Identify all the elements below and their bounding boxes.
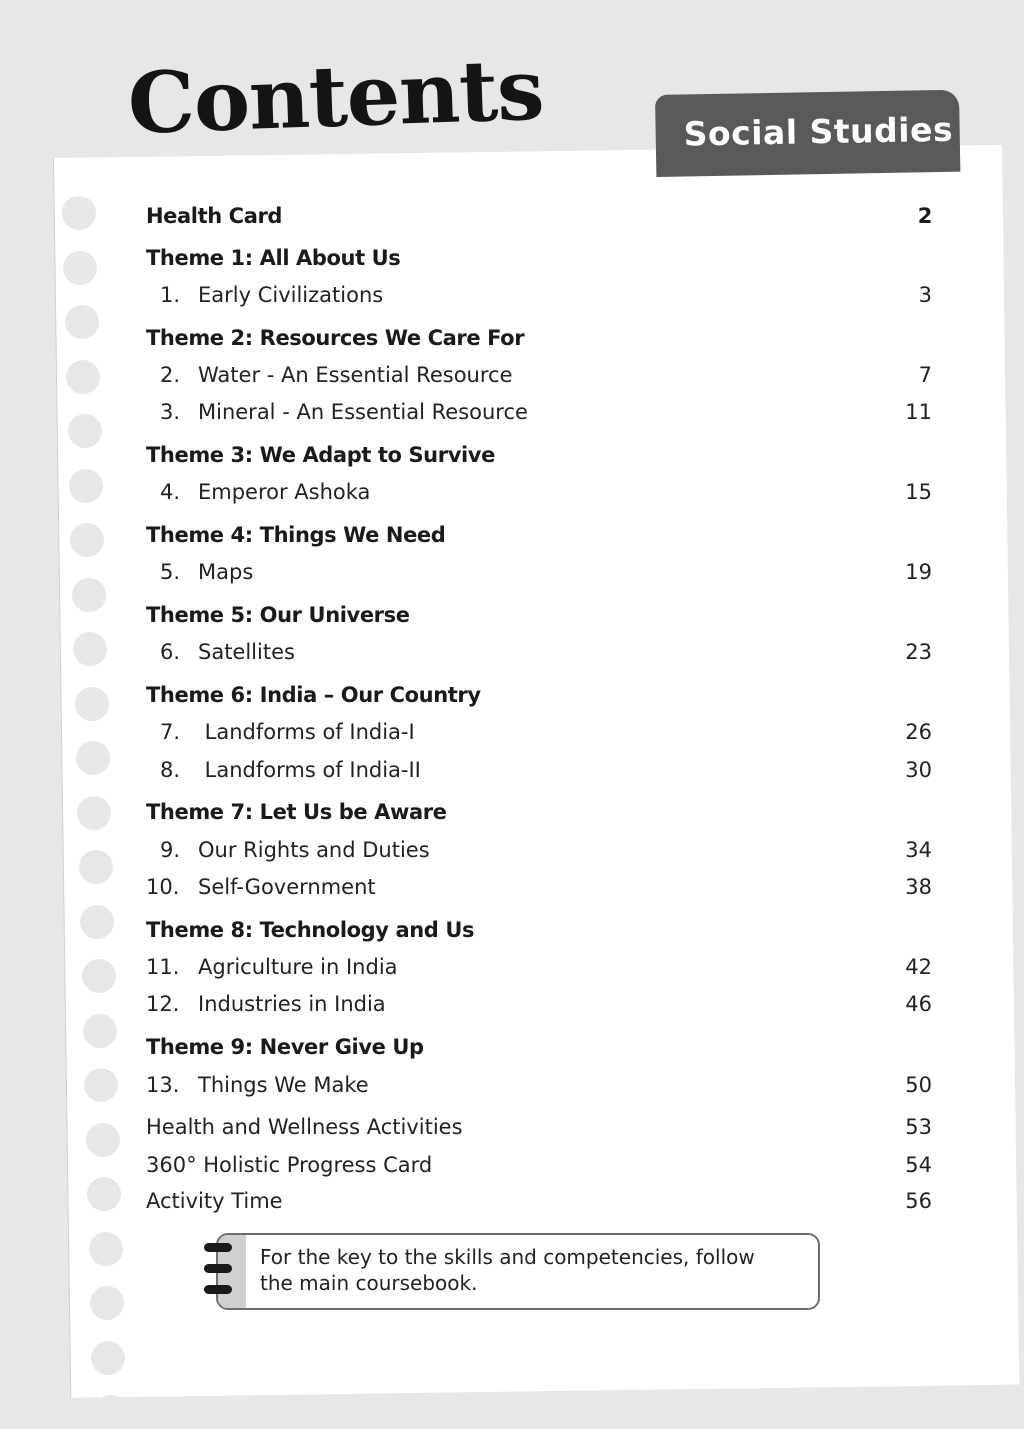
page-number: 30: [905, 758, 932, 782]
toc-theme-heading: [146, 320, 932, 356]
chapter-title: Emperor Ashoka: [198, 480, 371, 504]
page-number: 50: [905, 1073, 932, 1097]
toc-chapter-row: [146, 752, 932, 788]
chapter-number: 8.: [160, 758, 181, 782]
theme-title: Theme 8: Technology and Us: [146, 918, 475, 942]
toc-chapter-row: [146, 1067, 932, 1103]
note-box: [216, 1233, 820, 1310]
toc-chapter-label: [146, 363, 892, 387]
toc-entry-row: [146, 198, 932, 234]
theme-title: Theme 5: Our Universe: [146, 603, 410, 627]
chapter-number: 10.: [146, 875, 180, 899]
spiral-ring-icon: [204, 1243, 232, 1252]
toc-chapter-label: [146, 838, 892, 862]
chapter-title: Self-Government: [198, 875, 376, 899]
toc-theme-heading: [146, 677, 932, 713]
entry-title: Health and Wellness Activities: [146, 1115, 463, 1139]
page-number: 42: [905, 955, 932, 979]
chapter-number: 3.: [160, 400, 181, 424]
subject-label: Social Studies: [683, 109, 954, 154]
toc-chapter-row: [146, 714, 932, 750]
entry-title: 360° Holistic Progress Card: [146, 1153, 433, 1177]
toc-chapter-label: [146, 560, 892, 584]
toc-entry-row: [146, 1109, 932, 1145]
page-number: 23: [905, 640, 932, 664]
toc-chapter-label: [146, 758, 892, 782]
theme-title: Theme 2: Resources We Care For: [146, 326, 525, 350]
toc-chapter-row: [146, 474, 932, 510]
chapter-title: Landforms of India-II: [198, 758, 421, 782]
page-number: 54: [905, 1153, 932, 1177]
chapter-number: 9.: [160, 838, 181, 862]
chapter-title: Maps: [198, 560, 254, 584]
chapter-number: 2.: [160, 363, 181, 387]
theme-title: Theme 6: India – Our Country: [146, 683, 481, 707]
page-number: 56: [905, 1189, 932, 1213]
chapter-title: Our Rights and Duties: [198, 838, 430, 862]
toc-chapter-label: [146, 992, 892, 1016]
chapter-number: 4.: [160, 480, 181, 504]
toc-chapter-label: [146, 955, 892, 979]
toc-theme-heading: [146, 794, 932, 830]
toc-chapter-row: [146, 832, 932, 868]
chapter-title: Things We Make: [198, 1073, 369, 1097]
page-number: 11: [905, 400, 932, 424]
toc-theme-heading: [146, 912, 932, 948]
page-number: 46: [905, 992, 932, 1016]
toc-chapter-label: [146, 875, 892, 899]
theme-title: Theme 3: We Adapt to Survive: [146, 443, 495, 467]
chapter-title: Satellites: [198, 640, 295, 664]
page-number: 3: [918, 283, 932, 307]
theme-title: Theme 4: Things We Need: [146, 523, 446, 547]
chapter-number: 12.: [146, 992, 180, 1016]
page-number: 38: [905, 875, 932, 899]
theme-title: Theme 7: Let Us be Aware: [146, 800, 447, 824]
entry-title: Health Card: [146, 204, 283, 228]
chapter-number: 1.: [160, 283, 181, 307]
note-text: [260, 1244, 800, 1296]
chapter-number: 7.: [160, 720, 181, 744]
note-line-2: the main coursebook.: [260, 1271, 478, 1295]
chapter-number: 11.: [146, 955, 180, 979]
toc-theme-heading: [146, 1029, 932, 1065]
toc-theme-heading: [146, 517, 932, 553]
chapter-title: Mineral - An Essential Resource: [198, 400, 528, 424]
chapter-number: 5.: [160, 560, 181, 584]
chapter-title: Early Civilizations: [198, 283, 384, 307]
toc-theme-heading: [146, 437, 932, 473]
toc-chapter-label: [146, 480, 892, 504]
toc-chapter-row: [146, 986, 932, 1022]
chapter-number: 13.: [146, 1073, 180, 1097]
toc-chapter-label: [146, 1073, 892, 1097]
subject-tab: [655, 90, 960, 177]
chapter-title: Water - An Essential Resource: [198, 363, 513, 387]
toc-chapter-label: [146, 400, 892, 424]
spiral-ring-icon: [204, 1285, 232, 1294]
chapter-number: 6.: [160, 640, 181, 664]
hole-icon: [93, 1395, 127, 1429]
spiral-ring-icon: [204, 1264, 232, 1273]
toc-chapter-row: [146, 357, 932, 393]
toc-chapter-label: [146, 720, 892, 744]
toc-chapter-label: [146, 640, 892, 664]
page-number: 15: [905, 480, 932, 504]
toc-chapter-row: [146, 949, 932, 985]
chapter-title: Landforms of India-I: [198, 720, 415, 744]
toc-chapter-row: [146, 394, 932, 430]
page-title: Contents: [126, 39, 545, 153]
page-number: 19: [905, 560, 932, 584]
toc-chapter-row: [146, 277, 932, 313]
page-number: 34: [905, 838, 932, 862]
toc-entry-row: [146, 1147, 932, 1183]
theme-title: Theme 9: Never Give Up: [146, 1035, 424, 1059]
toc-theme-heading: [146, 240, 932, 276]
page-number: 2: [917, 204, 932, 228]
toc-entry-row: [146, 1183, 932, 1219]
chapter-title: Industries in India: [198, 992, 386, 1016]
entry-title: Activity Time: [146, 1189, 283, 1213]
chapter-title: Agriculture in India: [198, 955, 398, 979]
toc-chapter-row: [146, 869, 932, 905]
theme-title: Theme 1: All About Us: [146, 246, 401, 270]
toc-chapter-row: [146, 634, 932, 670]
toc-theme-heading: [146, 597, 932, 633]
note-line-1: For the key to the skills and competencies, follow: [260, 1245, 755, 1269]
page-number: 53: [905, 1115, 932, 1139]
toc-chapter-row: [146, 554, 932, 590]
toc-chapter-label: [146, 283, 892, 307]
page-number: 26: [905, 720, 932, 744]
page-number: 7: [918, 363, 932, 387]
